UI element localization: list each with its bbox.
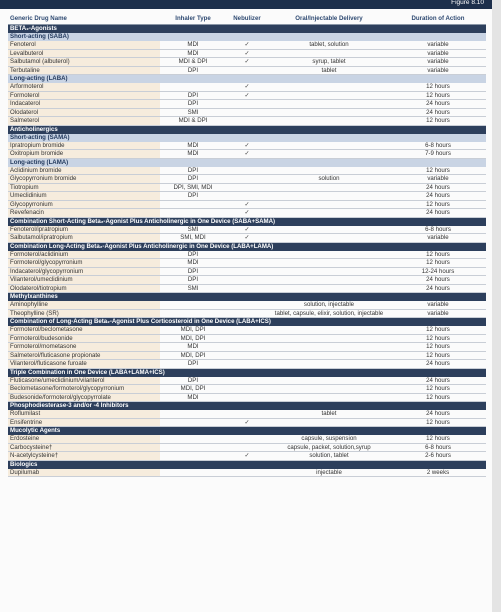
table-row <box>8 410 486 418</box>
subsection-header-row <box>8 33 486 41</box>
drug-name-cell: Formoterol/beclometasone <box>8 326 160 334</box>
inhaler-type-cell: MDI <box>160 142 226 150</box>
inhaler-type-cell <box>160 452 226 461</box>
oral-delivery-cell <box>268 234 390 243</box>
table-row <box>8 393 486 402</box>
inhaler-type-cell: MDI, DPI <box>160 334 226 343</box>
nebulizer-cell <box>226 343 268 352</box>
nebulizer-cell <box>226 83 268 91</box>
oral-delivery-cell <box>268 226 390 234</box>
inhaler-type-cell: MDI & DPI <box>160 117 226 126</box>
nebulizer-cell <box>226 418 268 427</box>
inhaler-type-cell: DPI <box>160 192 226 201</box>
drug-name-cell: Revefenacin <box>8 209 160 218</box>
oral-delivery-cell <box>268 334 390 343</box>
nebulizer-cell <box>226 435 268 443</box>
section-header-row <box>8 217 486 226</box>
drug-name-cell: Aminophylline <box>8 301 160 309</box>
inhaler-type-cell: MDI <box>160 41 226 49</box>
duration-cell: 24 hours <box>390 410 486 418</box>
inhaler-type-cell: DPI, SMI, MDI <box>160 183 226 192</box>
inhaler-type-cell <box>160 209 226 218</box>
check-mark-icon: ✓ <box>244 452 250 460</box>
duration-cell: 12 hours <box>390 83 486 91</box>
duration-cell: variable <box>390 66 486 75</box>
duration-cell: 12 hours <box>390 167 486 175</box>
nebulizer-cell <box>226 251 268 259</box>
table-row <box>8 259 486 268</box>
inhaler-type-cell: MDI <box>160 343 226 352</box>
duration-cell: variable <box>390 175 486 184</box>
nebulizer-cell <box>226 209 268 218</box>
table-row <box>8 284 486 293</box>
section-header-row <box>8 427 486 436</box>
inhaler-type-cell: DPI <box>160 267 226 276</box>
drug-name-cell: Glycopyrronium <box>8 200 160 209</box>
check-mark-icon: ✓ <box>244 225 250 233</box>
section-title: Combination Long-Acting Beta₂-Agonist Plus Anticholinergic in One Device (LABA+LAMA) <box>8 242 486 251</box>
table-row <box>8 443 486 452</box>
inhaler-type-cell: DPI <box>160 100 226 109</box>
duration-cell: 24 hours <box>390 360 486 369</box>
drug-name-cell: Oxitropium bromide <box>8 150 160 159</box>
inhaler-type-cell: DPI <box>160 276 226 285</box>
section-header-row <box>8 318 486 327</box>
table-row <box>8 452 486 461</box>
inhaler-type-cell: DPI <box>160 66 226 75</box>
nebulizer-cell <box>226 100 268 109</box>
section-header-row <box>8 368 486 377</box>
duration-cell: 6-8 hours <box>390 443 486 452</box>
inhaler-type-cell: SMI <box>160 284 226 293</box>
check-mark-icon: ✓ <box>244 200 250 208</box>
duration-cell: 24 hours <box>390 284 486 293</box>
duration-cell: 24 hours <box>390 209 486 218</box>
duration-cell: 12 hours <box>390 251 486 259</box>
duration-cell: 12 hours <box>390 334 486 343</box>
duration-cell: 24 hours <box>390 276 486 285</box>
table-row <box>8 209 486 218</box>
inhaler-type-cell: MDI <box>160 49 226 58</box>
oral-delivery-cell <box>268 418 390 427</box>
duration-cell: 12 hours <box>390 200 486 209</box>
oral-delivery-cell: capsule, suspension <box>268 435 390 443</box>
duration-cell: 2 weeks <box>390 469 486 477</box>
drug-name-cell: Roflumilast <box>8 410 160 418</box>
table-row <box>8 83 486 91</box>
subsection-title: Short-acting (SAMA) <box>8 134 486 142</box>
inhaler-type-cell: DPI <box>160 377 226 385</box>
column-header-duration: Duration of Action <box>390 13 486 25</box>
oral-delivery-cell <box>268 192 390 201</box>
figure-header-bar <box>0 0 492 9</box>
nebulizer-cell <box>226 58 268 67</box>
oral-delivery-cell <box>268 117 390 126</box>
duration-cell: 24 hours <box>390 183 486 192</box>
inhaler-type-cell: DPI <box>160 175 226 184</box>
drug-name-cell: Theophylline (SR) <box>8 309 160 318</box>
check-mark-icon: ✓ <box>244 91 250 99</box>
table-row <box>8 175 486 184</box>
oral-delivery-cell: tablet, solution <box>268 41 390 49</box>
nebulizer-cell <box>226 150 268 159</box>
check-mark-icon: ✓ <box>244 83 250 91</box>
section-header-row <box>8 402 486 411</box>
table-row <box>8 276 486 285</box>
duration-cell: 6-8 hours <box>390 142 486 150</box>
inhaler-type-cell: MDI <box>160 259 226 268</box>
column-header-drug-name: Generic Drug Name <box>8 13 160 25</box>
oral-delivery-cell <box>268 276 390 285</box>
inhaler-type-cell: SMI, MDI <box>160 234 226 243</box>
drug-name-cell: Umeclidinium <box>8 192 160 201</box>
oral-delivery-cell: capsule, packet, solution,syrup <box>268 443 390 452</box>
oral-delivery-cell: solution, injectable <box>268 301 390 309</box>
duration-cell: 24 hours <box>390 108 486 117</box>
duration-cell: 12 hours <box>390 393 486 402</box>
check-mark-icon: ✓ <box>244 49 250 57</box>
nebulizer-cell <box>226 91 268 100</box>
check-mark-icon: ✓ <box>244 234 250 242</box>
oral-delivery-cell <box>268 284 390 293</box>
table-row <box>8 309 486 318</box>
drug-name-cell: Formoterol/glycopyrronium <box>8 259 160 268</box>
oral-delivery-cell <box>268 209 390 218</box>
duration-cell: variable <box>390 49 486 58</box>
table-row <box>8 91 486 100</box>
nebulizer-cell <box>226 183 268 192</box>
duration-cell: 12 hours <box>390 117 486 126</box>
drug-name-cell: N-acetylcysteine† <box>8 452 160 461</box>
table-row <box>8 326 486 334</box>
oral-delivery-cell: solution <box>268 175 390 184</box>
oral-delivery-cell <box>268 251 390 259</box>
inhaler-type-cell <box>160 410 226 418</box>
drug-name-cell: Ensifentrine <box>8 418 160 427</box>
drug-name-cell: Formoterol/mometasone <box>8 343 160 352</box>
nebulizer-cell <box>226 66 268 75</box>
table-header-row <box>8 13 486 25</box>
oral-delivery-cell: tablet <box>268 66 390 75</box>
duration-cell: variable <box>390 41 486 49</box>
drug-name-cell: Budesonide/formoterol/glycopyrrolate <box>8 393 160 402</box>
inhaler-type-cell: MDI <box>160 393 226 402</box>
section-title: BETA₂-Agonists <box>8 25 486 34</box>
nebulizer-cell <box>226 142 268 150</box>
duration-cell: 12 hours <box>390 259 486 268</box>
table-row <box>8 226 486 234</box>
subsection-title: Long-acting (LAMA) <box>8 158 486 167</box>
inhaler-type-cell: DPI <box>160 360 226 369</box>
table-row <box>8 351 486 360</box>
inhaler-type-cell <box>160 200 226 209</box>
section-title: Anticholinergics <box>8 125 486 134</box>
table-row <box>8 49 486 58</box>
table-row <box>8 301 486 309</box>
check-mark-icon: ✓ <box>244 141 250 149</box>
column-header-oral-injectable: Oral/Injectable Delivery <box>268 13 390 25</box>
drug-name-cell: Vilanterol/fluticasone furoate <box>8 360 160 369</box>
drug-name-cell: Indacaterol <box>8 100 160 109</box>
inhaler-type-cell: MDI & DPI <box>160 58 226 67</box>
oral-delivery-cell <box>268 150 390 159</box>
nebulizer-cell <box>226 452 268 461</box>
drug-name-cell: Terbutaline <box>8 66 160 75</box>
duration-cell: 12 hours <box>390 418 486 427</box>
drug-name-cell: Formoterol <box>8 91 160 100</box>
nebulizer-cell <box>226 326 268 334</box>
oral-delivery-cell <box>268 377 390 385</box>
nebulizer-cell <box>226 167 268 175</box>
check-mark-icon: ✓ <box>244 58 250 66</box>
section-title: Biologics <box>8 460 486 469</box>
table-row <box>8 183 486 192</box>
oral-delivery-cell <box>268 200 390 209</box>
inhaler-type-cell <box>160 301 226 309</box>
oral-delivery-cell: solution, tablet <box>268 452 390 461</box>
nebulizer-cell <box>226 301 268 309</box>
section-title: Mucolytic Agents <box>8 427 486 436</box>
table-row <box>8 58 486 67</box>
inhaler-type-cell <box>160 83 226 91</box>
subsection-title: Short-acting (SABA) <box>8 33 486 41</box>
section-header-row <box>8 460 486 469</box>
oral-delivery-cell <box>268 183 390 192</box>
check-mark-icon: ✓ <box>244 209 250 217</box>
nebulizer-cell <box>226 200 268 209</box>
table-row <box>8 167 486 175</box>
inhaler-type-cell <box>160 443 226 452</box>
nebulizer-cell <box>226 393 268 402</box>
drug-name-cell: Salmeterol/fluticasone propionate <box>8 351 160 360</box>
inhaler-type-cell: MDI, DPI <box>160 326 226 334</box>
oral-delivery-cell <box>268 91 390 100</box>
drug-name-cell: Fluticasone/umeclidinium/vilanterol <box>8 377 160 385</box>
drug-name-cell: Beclometasone/formoterol/glycopyrronium <box>8 385 160 394</box>
drug-name-cell: Fenoterol/ipratropium <box>8 226 160 234</box>
subsection-title: Long-acting (LABA) <box>8 75 486 84</box>
section-header-row <box>8 125 486 134</box>
oral-delivery-cell: injectable <box>268 469 390 477</box>
duration-cell: 6-8 hours <box>390 226 486 234</box>
nebulizer-cell <box>226 259 268 268</box>
duration-cell: 12 hours <box>390 91 486 100</box>
duration-cell: 12 hours <box>390 326 486 334</box>
nebulizer-cell <box>226 385 268 394</box>
table-row <box>8 234 486 243</box>
inhaler-type-cell: MDI, DPI <box>160 385 226 394</box>
table-row <box>8 469 486 477</box>
oral-delivery-cell <box>268 108 390 117</box>
nebulizer-cell <box>226 276 268 285</box>
nebulizer-cell <box>226 41 268 49</box>
nebulizer-cell <box>226 410 268 418</box>
drug-table <box>8 13 486 477</box>
oral-delivery-cell <box>268 49 390 58</box>
table-row <box>8 108 486 117</box>
inhaler-type-cell <box>160 469 226 477</box>
nebulizer-cell <box>226 377 268 385</box>
duration-cell: 12 hours <box>390 435 486 443</box>
oral-delivery-cell <box>268 142 390 150</box>
subsection-header-row <box>8 158 486 167</box>
oral-delivery-cell <box>268 326 390 334</box>
duration-cell: 24 hours <box>390 192 486 201</box>
section-title: Phosphodiesterase-3 and/or -4 Inhibitors <box>8 402 486 411</box>
section-title: Combination of Long-Acting Beta₂-Agonist Plus Corticosteroid in One Device (LABA+ICS) <box>8 318 486 327</box>
inhaler-type-cell: DPI <box>160 167 226 175</box>
table-row <box>8 251 486 259</box>
nebulizer-cell <box>226 443 268 452</box>
duration-cell: 24 hours <box>390 100 486 109</box>
drug-name-cell: Olodaterol <box>8 108 160 117</box>
nebulizer-cell <box>226 469 268 477</box>
check-mark-icon: ✓ <box>244 41 250 49</box>
inhaler-type-cell <box>160 309 226 318</box>
drug-name-cell: Ipratropium bromide <box>8 142 160 150</box>
drug-name-cell: Fenoterol <box>8 41 160 49</box>
nebulizer-cell <box>226 284 268 293</box>
nebulizer-cell <box>226 351 268 360</box>
section-title: Combination Short-Acting Beta₂-Agonist Plus Anticholinergic in One Device (SABA+SAMA) <box>8 217 486 226</box>
table-row <box>8 66 486 75</box>
oral-delivery-cell <box>268 83 390 91</box>
table-row <box>8 142 486 150</box>
drug-name-cell: Indacaterol/glycopyrronium <box>8 267 160 276</box>
oral-delivery-cell <box>268 393 390 402</box>
oral-delivery-cell <box>268 167 390 175</box>
table-row <box>8 418 486 427</box>
drug-name-cell: Salbutamol (albuterol) <box>8 58 160 67</box>
table-row <box>8 435 486 443</box>
drug-name-cell: Levalbuterol <box>8 49 160 58</box>
inhaler-type-cell <box>160 418 226 427</box>
oral-delivery-cell <box>268 385 390 394</box>
inhaler-type-cell: SMI <box>160 108 226 117</box>
nebulizer-cell <box>226 108 268 117</box>
nebulizer-cell <box>226 117 268 126</box>
column-header-inhaler-type: Inhaler Type <box>160 13 226 25</box>
table-row <box>8 360 486 369</box>
table-row <box>8 41 486 49</box>
nebulizer-cell <box>226 309 268 318</box>
section-title: Methylxanthines <box>8 293 486 302</box>
table-row <box>8 334 486 343</box>
table-row <box>8 377 486 385</box>
table-row <box>8 267 486 276</box>
duration-cell: 12 hours <box>390 351 486 360</box>
table-body <box>8 25 486 477</box>
drug-name-cell: Vilanterol/umeclidinium <box>8 276 160 285</box>
duration-cell: 12-24 hours <box>390 267 486 276</box>
table-row <box>8 117 486 126</box>
column-header-nebulizer: Nebulizer <box>226 13 268 25</box>
oral-delivery-cell: syrup, tablet <box>268 58 390 67</box>
inhaler-type-cell: SMI <box>160 226 226 234</box>
inhaler-type-cell: DPI <box>160 91 226 100</box>
oral-delivery-cell: tablet, capsule, elixir, solution, injectable <box>268 309 390 318</box>
nebulizer-cell <box>226 267 268 276</box>
inhaler-type-cell: MDI <box>160 150 226 159</box>
drug-name-cell: Erdosteine <box>8 435 160 443</box>
oral-delivery-cell <box>268 343 390 352</box>
oral-delivery-cell <box>268 100 390 109</box>
duration-cell: 12 hours <box>390 343 486 352</box>
drug-name-cell: Tiotropium <box>8 183 160 192</box>
drug-name-cell: Salbutamol/ipratropium <box>8 234 160 243</box>
oral-delivery-cell <box>268 360 390 369</box>
figure-label: Figure 8.10 <box>451 0 484 6</box>
drug-name-cell: Formoterol/aclidinium <box>8 251 160 259</box>
section-header-row <box>8 293 486 302</box>
nebulizer-cell <box>226 360 268 369</box>
duration-cell: variable <box>390 309 486 318</box>
drug-name-cell: Salmeterol <box>8 117 160 126</box>
duration-cell: 12 hours <box>390 385 486 394</box>
oral-delivery-cell <box>268 259 390 268</box>
nebulizer-cell <box>226 334 268 343</box>
table-row <box>8 150 486 159</box>
section-title: Triple Combination in One Device (LABA+LAMA+ICS) <box>8 368 486 377</box>
section-header-row <box>8 25 486 34</box>
section-header-row <box>8 242 486 251</box>
oral-delivery-cell <box>268 351 390 360</box>
duration-cell: 2-6 hours <box>390 452 486 461</box>
table-row <box>8 192 486 201</box>
duration-cell: 7-9 hours <box>390 150 486 159</box>
duration-cell: 24 hours <box>390 377 486 385</box>
nebulizer-cell <box>226 226 268 234</box>
drug-name-cell: Aclidinium bromide <box>8 167 160 175</box>
inhaler-type-cell: MDI, DPI <box>160 351 226 360</box>
nebulizer-cell <box>226 175 268 184</box>
inhaler-type-cell <box>160 435 226 443</box>
subsection-header-row <box>8 75 486 84</box>
subsection-header-row <box>8 134 486 142</box>
nebulizer-cell <box>226 192 268 201</box>
drug-name-cell: Dupilumab <box>8 469 160 477</box>
inhaler-type-cell: DPI <box>160 251 226 259</box>
drug-name-cell: Formoterol/budesonide <box>8 334 160 343</box>
duration-cell: variable <box>390 58 486 67</box>
drug-name-cell: Glycopyrronium bromide <box>8 175 160 184</box>
table-row <box>8 385 486 394</box>
drug-name-cell: Olodaterol/tiotropium <box>8 284 160 293</box>
duration-cell: variable <box>390 234 486 243</box>
duration-cell: variable <box>390 301 486 309</box>
nebulizer-cell <box>226 49 268 58</box>
check-mark-icon: ✓ <box>244 418 250 426</box>
nebulizer-cell <box>226 234 268 243</box>
oral-delivery-cell <box>268 267 390 276</box>
table-row <box>8 343 486 352</box>
table-row <box>8 200 486 209</box>
oral-delivery-cell: tablet <box>268 410 390 418</box>
drug-name-cell: Carbocysteine† <box>8 443 160 452</box>
drug-name-cell: Arformoterol <box>8 83 160 91</box>
table-row <box>8 100 486 109</box>
check-mark-icon: ✓ <box>244 150 250 158</box>
